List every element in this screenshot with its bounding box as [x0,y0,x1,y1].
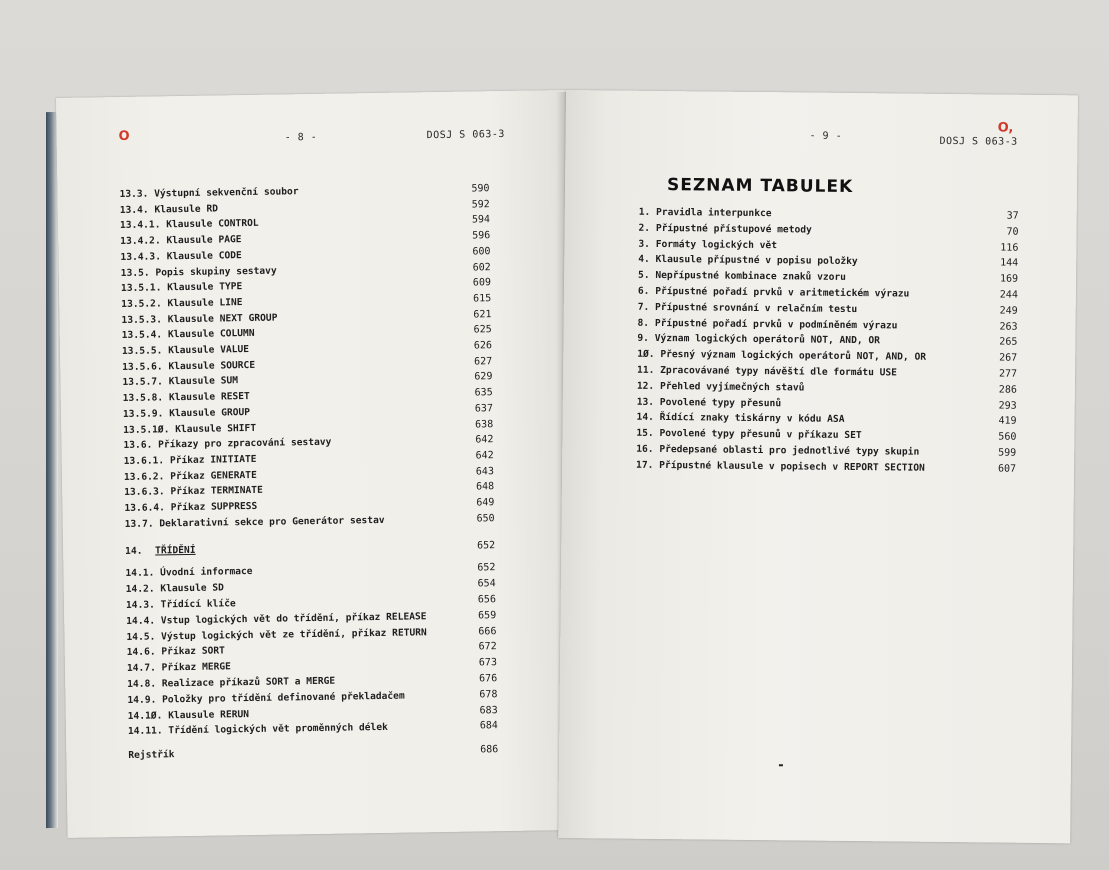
toc-entry-page: 627 [474,355,493,368]
toc-entry-label: 14.11. Třídění logických vět proměnných délek [127,722,388,738]
toc-entry-page: 684 [479,720,499,732]
table-entry-label: 2. Přípustné přístupové metody [638,222,812,236]
table-entry-page: 144 [1000,257,1019,270]
toc-entry-label: 14.9. Položky pro třídění definované překladačem [127,690,405,706]
table-entry-page: 293 [998,400,1017,412]
table-entry-page: 419 [998,415,1017,428]
table-entry-page: 560 [998,431,1017,443]
chapter-page: 652 [476,540,496,552]
table-entry-label: 4. Klausule přípustné v popisu položky [638,254,858,268]
toc-entry-label: 14.4. Vstup logických vět do třídění, příkaz RELEASE [126,611,427,627]
toc-entry-label: 13.4.1. Klausule CONTROL [119,218,259,232]
toc-entry-page: 615 [473,293,492,305]
toc-entry-page: 654 [477,578,496,590]
toc-entry-label: 13.5.7. Klausule SUM [122,375,239,389]
toc-entry-page: 625 [473,324,492,336]
table-entry-label: 12. Přehled vyjímečných stavů [636,380,805,394]
index-entry-label: Rejstřík [128,749,175,762]
toc-entry-page: 678 [479,688,498,701]
toc-entry-label: 14.1Ø. Klausule RERUN [127,708,250,722]
index-entry-page: 686 [480,744,499,756]
toc-entry-label: 13.5.9. Klausule GROUP [122,406,251,420]
red-stamp-mark: O, [997,120,1014,136]
toc-entry-page: 621 [473,308,492,321]
toc-entry-label: 13.6.1. Příkaz INITIATE [123,453,257,467]
toc-entry-page: 643 [475,465,495,478]
table-entry-label: 13. Povolené typy přesunů [636,396,782,409]
table-entry-page: 70 [1006,226,1019,238]
toc-entry-label: 13.3. Výstupní sekvenční soubor [119,186,299,201]
toc-entry-page: 648 [476,481,495,493]
toc-entry-label: 14.6. Příkaz SORT [126,645,226,659]
table-entry-label: 17. Přípustné klausule v popisech v REPORT SECTION [636,459,925,474]
right-page [558,90,1078,843]
table-entry-page: 244 [999,289,1018,301]
toc-entry-page: 629 [474,371,493,383]
toc-entry-page: 590 [471,183,490,195]
toc-entry-page: 683 [479,704,498,717]
table-entry-label: 7. Přípustné srovnání v relačním testu [637,301,858,315]
table-entry-page: 169 [999,273,1019,285]
toc-entry-label: 13.6.2. Příkaz GENERATE [123,469,257,483]
toc-entry-label: 14.1. Úvodní informace [125,566,253,580]
table-entry-label: 1Ø. Přesný význam logických operátorů NOT, AND, OR [637,348,927,363]
table-entry-label: 16. Předepsané oblasti pro jednotlivé typy skupin [636,443,920,458]
toc-entry-label: 13.4. Klausule RD [119,203,219,216]
toc-entry-label: 13.5.6. Klausule SOURCE [122,359,256,373]
toc-entry-page: 596 [472,230,491,242]
toc-entry-label: 14.7. Příkaz MERGE [126,661,232,675]
toc-entry-page: 592 [471,198,490,211]
toc-entry-label: 13.5.4. Klausule COLUMN [121,328,255,342]
table-entry-page: 263 [999,321,1018,333]
toc-entry-label: 14.3. Třídící klíče [125,598,236,611]
toc-entry-label: 13.6.3. Příkaz TERMINATE [124,485,263,499]
toc-entry-page: 659 [478,609,497,622]
toc-entry-label: 13.5.2. Klausule LINE [121,296,243,310]
toc-entry-label: 14.5. Výstup logických vět ze třídění, příkaz RETURN [126,626,427,643]
toc-entry-page: 650 [476,512,495,525]
table-entry-page: 265 [999,336,1018,349]
toc-entry-page: 672 [478,641,497,653]
ink-dot [779,764,783,766]
table-entry-label: 15. Povolené typy přesunů v příkazu SET [636,427,862,442]
toc-entry-page: 609 [472,277,492,289]
chapter-title: TŘÍDĚNÍ [155,545,196,557]
toc-entry-page: 656 [477,594,497,606]
document-code: DOSJ S 063-3 [939,135,1018,148]
toc-entry-label: 13.5. Popis skupiny sestavy [120,265,277,279]
table-entry-page: 37 [1006,210,1019,222]
table-entry-page: 607 [997,463,1017,475]
toc-entry-label: 13.5.1. Klausule TYPE [120,281,243,295]
toc-entry-page: 638 [475,418,494,430]
page-number: - 9 - [809,130,843,142]
table-entry-label: 9. Význam logických operátorů NOT, AND, OR [637,333,881,347]
table-entry-label: 3. Formáty logických vět [638,238,778,251]
book-spine-edge [46,112,58,828]
table-entry-label: 6. Přípustné pořadí prvků v aritmetickém výrazu [637,285,910,300]
toc-entry-page: 642 [475,434,494,446]
toc-entry-label: 13.4.3. Klausule CODE [120,249,242,263]
tables-list-title: SEZNAM TABULEK [666,175,854,198]
toc-entry-page: 642 [475,450,494,462]
left-page [56,90,578,838]
document-code: DOSJ S 063-3 [426,128,505,142]
toc-entry-page: 637 [474,402,494,415]
toc-entry-page: 673 [478,657,498,669]
chapter-number: 14. [125,546,143,558]
toc-entry-label: 13.5.3. Klausule NEXT GROUP [121,312,278,326]
table-entry-label: 5. Nepřípustné kombinace znaků vzoru [638,269,847,284]
toc-entry-page: 649 [476,497,495,509]
toc-entry-label: 13.6.4. Příkaz SUPPRESS [124,500,258,514]
table-entry-page: 116 [1000,242,1019,254]
toc-entry-page: 626 [473,340,493,352]
toc-entry-label: 14.2. Klausule SD [125,582,225,596]
toc-entry-page: 635 [474,387,493,399]
table-entry-page: 277 [998,368,1018,380]
red-stamp-mark: O [118,128,130,145]
toc-entry-page: 666 [478,625,497,638]
toc-entry-label: 13.5.1Ø. Klausule SHIFT [123,422,257,436]
table-entry-page: 267 [999,352,1018,364]
table-entry-page: 249 [999,305,1018,317]
toc-entry-label: 13.5.8. Klausule RESET [122,391,250,405]
toc-entry-label: 13.5.5. Klausule VALUE [121,343,250,357]
toc-entry-label: 13.7. Deklarativní sekce pro Generátor sestav [124,514,385,530]
table-entry-label: 8. Přípustné pořadí prvků v podmíněném výrazu [637,317,898,332]
table-entry-label: 14. Řídící znaky tiskárny v kódu ASA [636,412,845,426]
table-entry-page: 286 [998,384,1017,396]
toc-entry-label: 14.8. Realizace příkazů SORT a MERGE [127,675,336,690]
table-entry-page: 599 [998,447,1017,459]
toc-entry-page: 676 [479,673,498,685]
toc-entry-page: 652 [477,562,496,574]
table-entry-label: 11. Zpracovávané typy návěští dle formátu USE [637,364,898,379]
toc-entry-page: 594 [471,214,491,226]
toc-entry-page: 600 [472,245,491,258]
toc-entry-page: 602 [472,261,491,273]
toc-entry-label: 13.4.2. Klausule PAGE [120,234,242,248]
toc-entry-label: 13.6. Příkazy pro zpracování sestavy [123,436,332,452]
table-entry-label: 1. Pravidla interpunkce [638,206,772,220]
page-number: - 8 - [284,131,318,144]
